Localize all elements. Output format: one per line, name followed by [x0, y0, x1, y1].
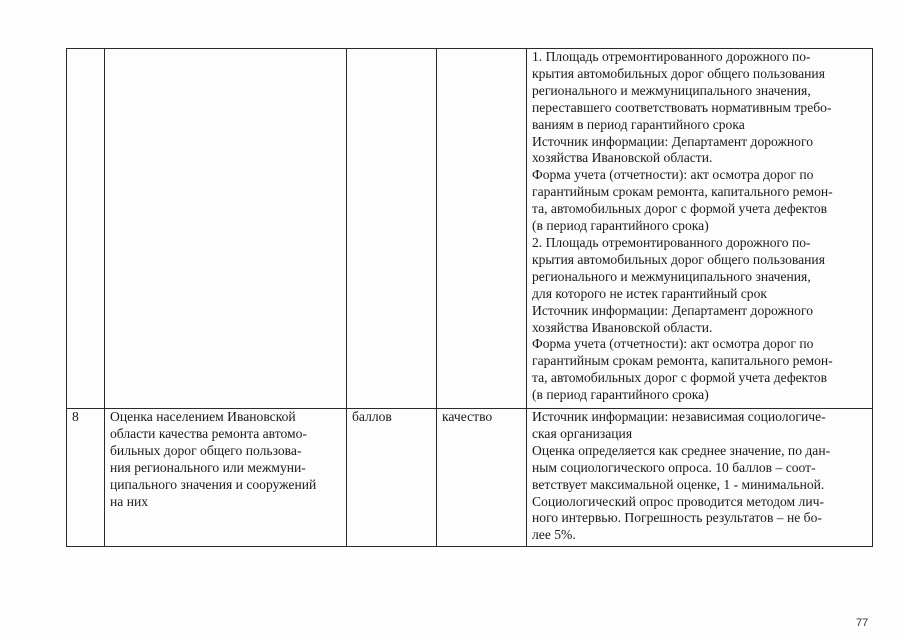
- description-line: регионального и межмуниципального значения,: [532, 82, 811, 98]
- description-line: Социологический опрос проводится методом лич-: [532, 493, 824, 509]
- indicator-line: области качества ремонта автомо-: [110, 425, 307, 441]
- description-line: ветствует максимальной оценке, 1 - минимальной.: [532, 476, 825, 492]
- description-line: Форма учета (отчетности): акт осмотра дорог по: [532, 167, 814, 183]
- description-line: регионального и межмуниципального значения,: [532, 268, 811, 284]
- description-line: ваниям в период гарантийного срока: [532, 116, 745, 132]
- row-number-cell: [67, 49, 105, 409]
- description-line: для которого не истек гарантийный срок: [532, 285, 767, 301]
- description-line: ным социологического опроса. 10 баллов – соот-: [532, 459, 816, 475]
- description-line: Источник информации: Департамент дорожного: [532, 302, 813, 318]
- description-line: ного интервью. Погрешность результатов – не бо-: [532, 510, 822, 526]
- description-cell: [527, 49, 873, 409]
- characteristic-cell: [437, 49, 527, 409]
- description-line: лее 5%.: [532, 527, 576, 543]
- description-line: гарантийным срокам ремонта, капитального ремон-: [532, 184, 833, 200]
- indicator-line: Оценка населением Ивановской: [110, 409, 296, 424]
- indicator-line: бильных дорог общего пользова-: [110, 442, 302, 458]
- description-line: Форма учета (отчетности): акт осмотра дорог по: [532, 336, 814, 352]
- description-line: (в период гарантийного срока): [532, 387, 709, 403]
- description-line: ская организация: [532, 425, 633, 441]
- description-line: та, автомобильных дорог с формой учета дефектов: [532, 201, 828, 217]
- description-line: Источник информации: Департамент дорожного: [532, 133, 813, 149]
- description-line: крытия автомобильных дорог общего пользования: [532, 251, 825, 267]
- unit-cell: [347, 49, 437, 409]
- row-number-cell: 8: [67, 409, 105, 547]
- description-line: Оценка определяется как среднее значение, по дан-: [532, 442, 831, 458]
- description-cell: [527, 409, 873, 547]
- description-line: Источник информации: независимая социологиче-: [532, 409, 826, 424]
- description-line: хозяйства Ивановской области.: [532, 319, 713, 335]
- unit-cell: баллов: [347, 409, 437, 547]
- indicator-line: ния регионального или межмуни-: [110, 459, 306, 475]
- indicator-line: на них: [110, 493, 149, 509]
- indicator-cell: [105, 49, 347, 409]
- description-line: гарантийным срокам ремонта, капитального ремон-: [532, 353, 833, 369]
- description-line: (в период гарантийного срока): [532, 218, 709, 234]
- characteristic-cell: качество: [437, 409, 527, 547]
- description-line: крытия автомобильных дорог общего пользования: [532, 65, 825, 81]
- description-line: 2. Площадь отремонтированного дорожного по-: [532, 234, 811, 250]
- indicator-cell: [105, 409, 347, 547]
- table-row: [67, 49, 873, 409]
- indicators-table: [66, 48, 873, 547]
- description-line: 1. Площадь отремонтированного дорожного по-: [532, 49, 811, 64]
- description-line: хозяйства Ивановской области.: [532, 150, 713, 166]
- description-line: переставшего соответствовать нормативным требо-: [532, 99, 832, 115]
- table-row: [67, 409, 873, 547]
- description-line: та, автомобильных дорог с формой учета дефектов: [532, 370, 828, 386]
- indicator-line: ципального значения и сооружений: [110, 476, 317, 492]
- page-number: 77: [856, 617, 869, 629]
